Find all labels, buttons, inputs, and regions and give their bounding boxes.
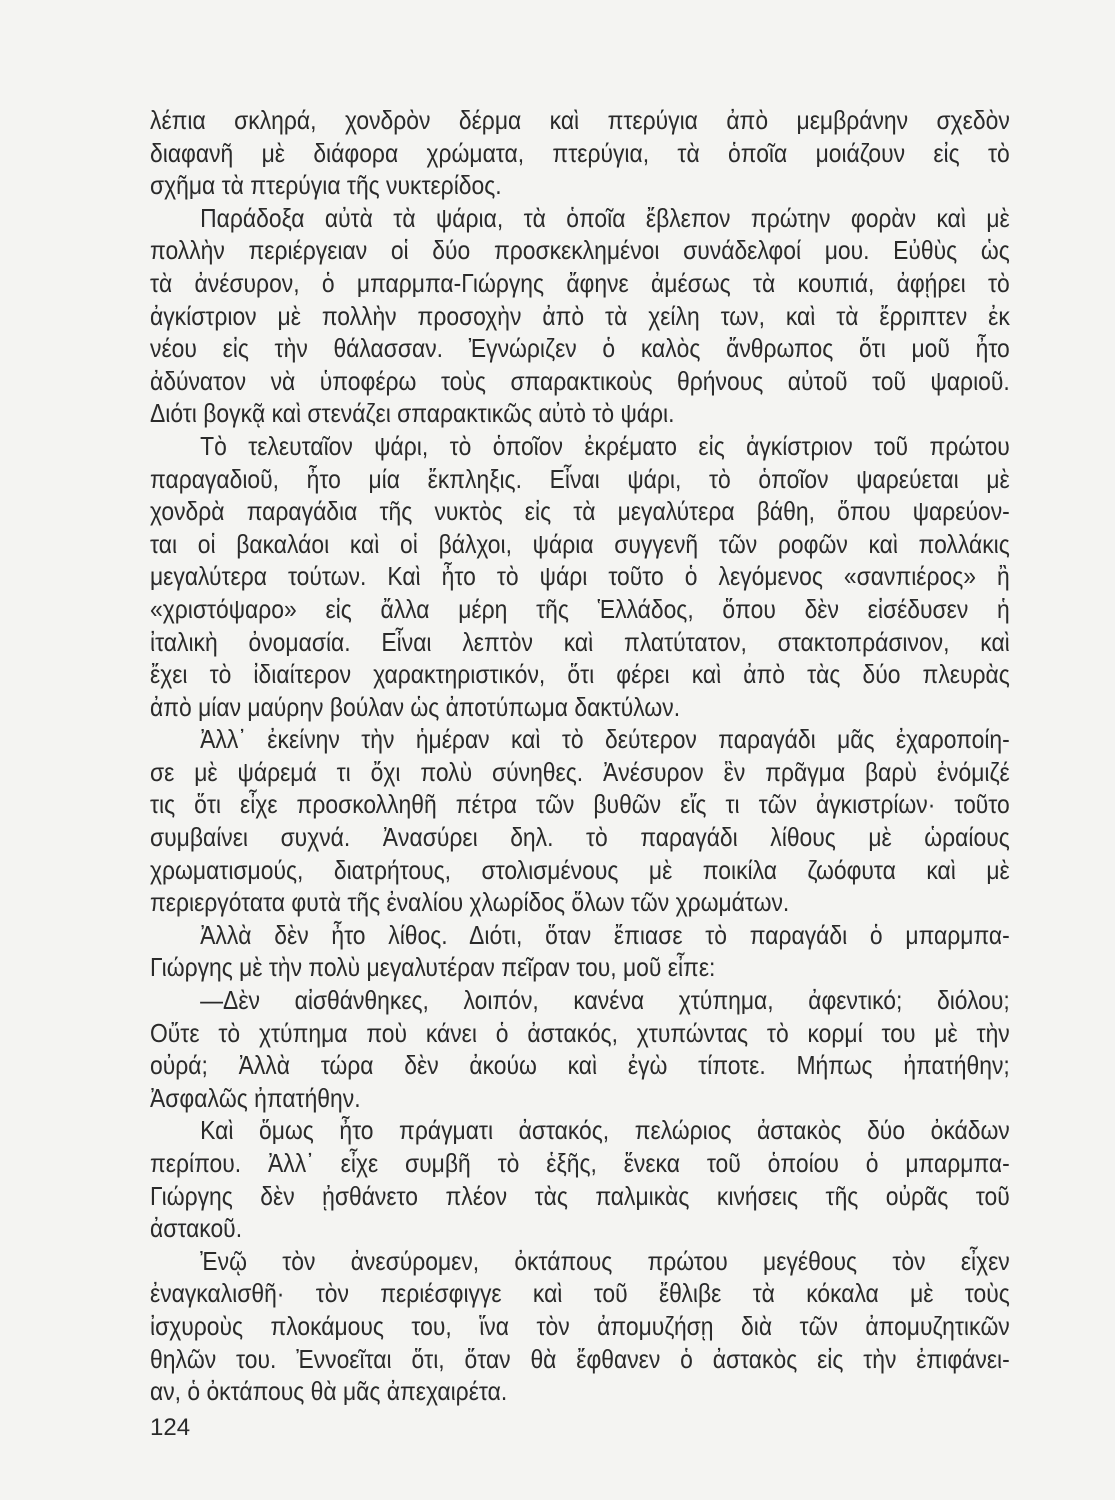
text-line: σχῆμα τὰ πτερύγια τῆς νυκτερίδος. [150, 170, 502, 201]
text-line: ἰσχυροὺς πλοκάμους του, ἵνα τὸν ἀπομυζήσῃ διὰ τῶν ἀπομυζητικῶν [150, 1310, 1010, 1341]
text-line: θηλῶν του. Ἐννοεῖται ὅτι, ὅταν θὰ ἔφθανεν ὁ ἀστακὸς εἰς τὴν ἐπιφάνει- [150, 1343, 1010, 1374]
text-line: Οὔτε τὸ χτύπημα ποὺ κάνει ὁ ἀστακός, χτυπώντας τὸ κορμί του μὲ τὴν [150, 1017, 1010, 1048]
text-line: Ἀσφαλῶς ἠπατήθην. [150, 1082, 361, 1113]
text-line: Καὶ ὅμως ἦτο πράγματι ἀστακός, πελώριος ἀστακὸς δύο ὀκάδων [200, 1115, 1010, 1146]
text-line: ἐναγκαλισθῆ· τὸν περιέσφιγγε καὶ τοῦ ἔθλιβε τὰ κόκαλα μὲ τοὺς [150, 1278, 1010, 1309]
text-line: Γιώργης μὲ τὴν πολὺ μεγαλυτέραν πεῖραν του, μοῦ εἶπε: [150, 952, 716, 983]
text-line: ἰταλικὴ ὀνομασία. Εἶναι λεπτὸν καὶ πλατύτατον, στακτοπράσινον, καὶ [150, 626, 1010, 657]
text-line: —Δὲν αἰσθάνθηκες, λοιπόν, κανένα χτύπημα, ἀφεντικό; διόλου; [200, 985, 1010, 1016]
text-line: Ἀλλ᾽ ἐκείνην τὴν ἡμέραν καὶ τὸ δεύτερον παραγάδι μᾶς ἐχαροποίη- [200, 724, 1010, 755]
text-line: ἀδύνατον νὰ ὑποφέρω τοὺς σπαρακτικοὺς θρήνους αὐτοῦ τοῦ ψαριοῦ. [150, 365, 1010, 396]
text-line: Παράδοξα αὐτὰ τὰ ψάρια, τὰ ὁποῖα ἔβλεπον πρώτην φορὰν καὶ μὲ [200, 202, 1010, 233]
text-line: παραγαδιοῦ, ἦτο μία ἔκπληξις. Εἶναι ψάρι, τὸ ὁποῖον ψαρεύεται μὲ [150, 463, 1010, 494]
text-line: οὐρά; Ἀλλὰ τώρα δὲν ἀκούω καὶ ἐγὼ τίποτε. Μήπως ἠπατήθην; [150, 1050, 1010, 1081]
text-line: μεγαλύτερα τούτων. Καὶ ἦτο τὸ ψάρι τοῦτο ὁ λεγόμενος «σανπιέρος» ἢ [150, 561, 1010, 592]
text-line: συμβαίνει συχνά. Ἀνασύρει δηλ. τὸ παραγάδι λίθους μὲ ὡραίους [150, 822, 1010, 853]
text-line: λέπια σκληρά, χονδρὸν δέρμα καὶ πτερύγια ἀπὸ μεμβράνην σχεδὸν [150, 105, 1010, 135]
text-line: περιεργότατα φυτὰ τῆς ἐναλίου χλωρίδος ὅλων τῶν χρωμάτων. [150, 887, 790, 918]
text-line: περίπου. Ἀλλ᾽ εἶχε συμβῆ τὸ ἑξῆς, ἕνεκα τοῦ ὁποίου ὁ μπαρμπα- [150, 1148, 1010, 1178]
text-line: νέου εἰς τὴν θάλασσαν. Ἐγνώριζεν ὁ καλὸς ἄνθρωπος ὅτι μοῦ ἦτο [150, 333, 1010, 364]
text-line: τὰ ἀνέσυρον, ὁ μπαρμπα-Γιώργης ἄφηνε ἀμέσως τὰ κουπιά, ἀφῄρει τὸ [150, 267, 1010, 298]
text-line: χονδρὰ παραγάδια τῆς νυκτὸς εἰς τὰ μεγαλύτερα βάθη, ὅπου ψαρεύον- [150, 496, 1010, 527]
text-line: πολλὴν περιέργειαν οἱ δύο προσκεκλημένοι συνάδελφοί μου. Εὐθὺς ὡς [150, 235, 1010, 266]
text-line: Διότι βογκᾷ καὶ στενάζει σπαρακτικῶς αὐτὸ τὸ ψάρι. [150, 398, 675, 429]
text-line: χρωματισμούς, διατρήτους, στολισμένους μὲ ποικίλα ζωόφυτα καὶ μὲ [150, 854, 1010, 885]
text-line: Ἀλλὰ δὲν ἦτο λίθος. Διότι, ὅταν ἔπιασε τὸ παραγάδι ὁ μπαρμπα- [200, 919, 1010, 950]
text-line: αν, ὁ ὀκτάπους θὰ μᾶς ἀπεχαιρέτα. [150, 1376, 508, 1407]
page-number: 124 [150, 1414, 191, 1441]
text-line: ἔχει τὸ ἰδιαίτερον χαρακτηριστικόν, ὅτι φέρει καὶ ἀπὸ τὰς δύο πλευρὰς [150, 659, 1010, 690]
text-line: ται οἱ βακαλάοι καὶ οἱ βάλχοι, ψάρια συγγενῆ τῶν ροφῶν καὶ πολλάκις [150, 528, 1010, 559]
body-text [150, 104, 1010, 1408]
text-line: «χριστόψαρο» εἰς ἄλλα μέρη τῆς Ἑλλάδος, ὅπου δὲν εἰσέδυσεν ἡ [150, 593, 1010, 624]
text-line: ἀστακοῦ. [150, 1213, 243, 1244]
text-line: Γιώργης δὲν ᾐσθάνετο πλέον τὰς παλμικὰς κινήσεις τῆς οὐρᾶς τοῦ [150, 1180, 1010, 1211]
text-line: τις ὅτι εἶχε προσκολληθῆ πέτρα τῶν βυθῶν εἴς τι τῶν ἀγκιστρίων· τοῦτο [150, 789, 1010, 820]
text-line: ἀγκίστριον μὲ πολλὴν προσοχὴν ἀπὸ τὰ χείλη των, καὶ τὰ ἔρριπτεν ἐκ [150, 300, 1010, 331]
text-line: διαφανῆ μὲ διάφορα χρώματα, πτερύγια, τὰ ὁποῖα μοιάζουν εἰς τὸ [150, 137, 1010, 168]
text-line: Ἐνῷ τὸν ἀνεσύρομεν, ὀκτάπους πρώτου μεγέθους τὸν εἶχεν [200, 1245, 1010, 1276]
text-line: ἀπὸ μίαν μαύρην βούλαν ὡς ἀποτύπωμα δακτύλων. [150, 691, 681, 722]
text-line: σε μὲ ψάρεμά τι ὄχι πολὺ σύνηθες. Ἀνέσυρον ἓν πρᾶγμα βαρὺ ἐνόμιζέ [150, 756, 1010, 787]
text-line: Τὸ τελευταῖον ψάρι, τὸ ὁποῖον ἐκρέματο εἰς ἀγκίστριον τοῦ πρώτου [200, 430, 1010, 461]
